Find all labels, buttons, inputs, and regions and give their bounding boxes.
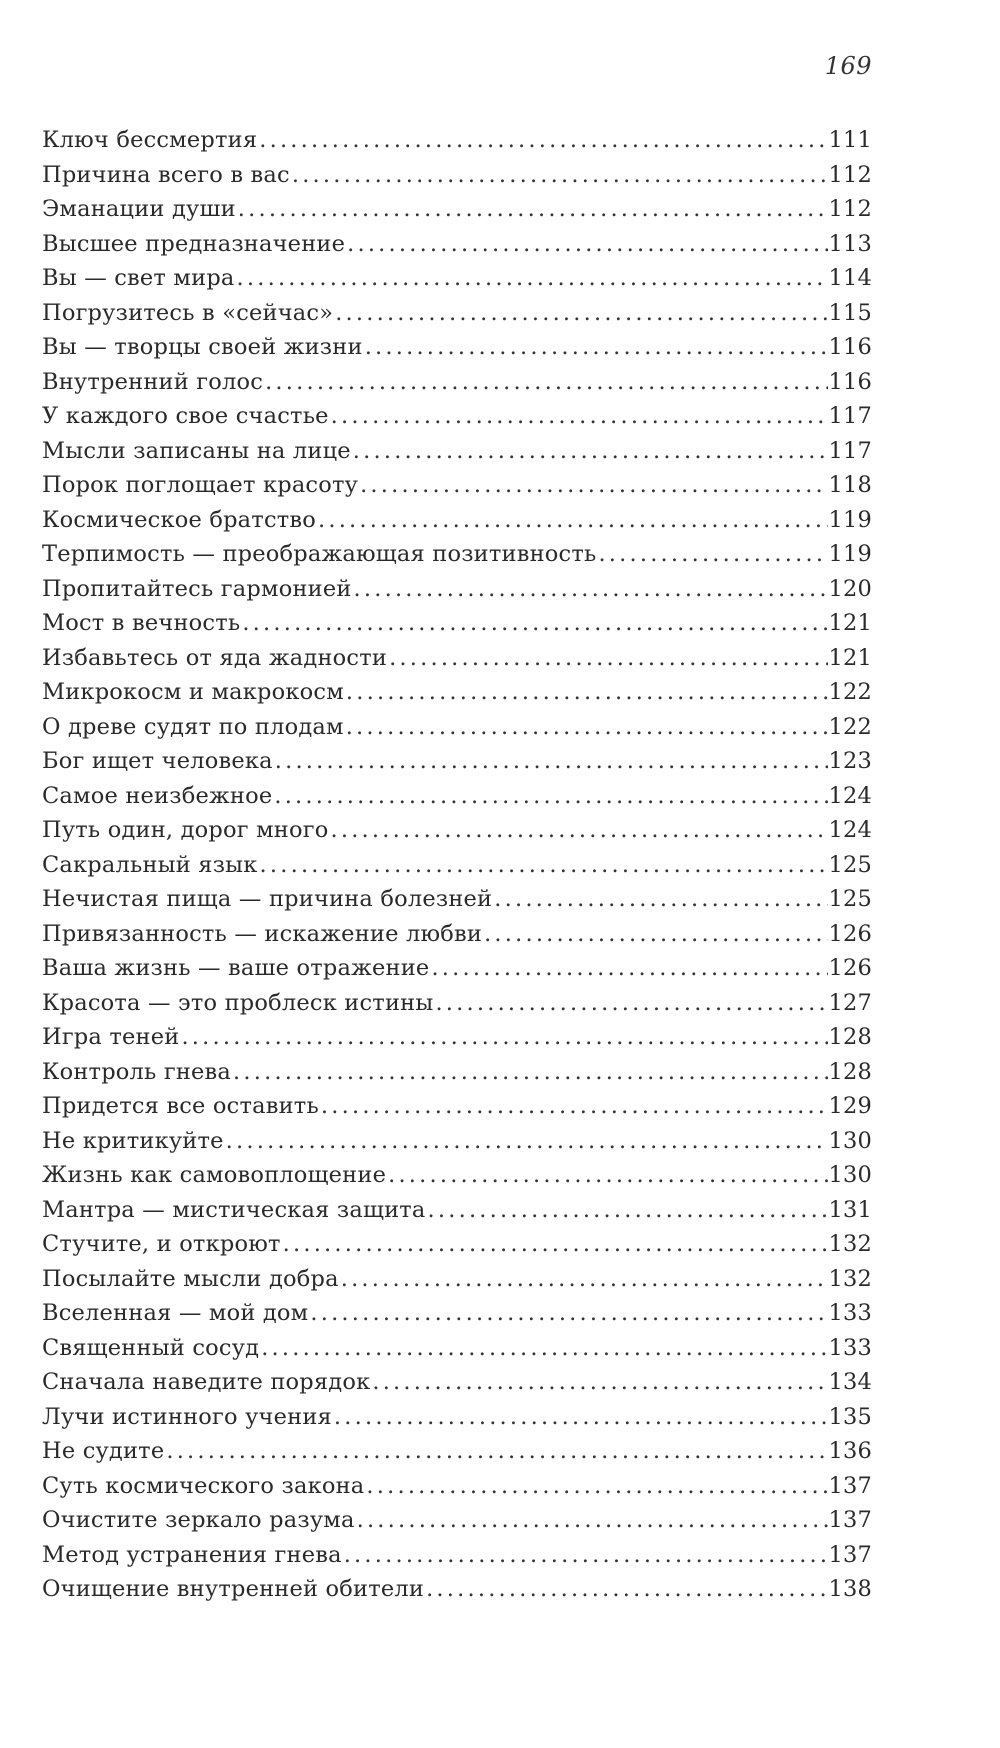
toc-entry-title: Порок поглощает красоту (42, 472, 359, 498)
toc-dot-leader (429, 951, 828, 986)
toc-entry-page: 127 (828, 989, 872, 1016)
toc-entry-page: 122 (828, 679, 872, 705)
toc-entry (42, 1469, 872, 1504)
table-of-contents (42, 123, 872, 1607)
toc-entry (42, 986, 872, 1021)
toc-entry-page: 135 (828, 1403, 872, 1430)
toc-entry-page: 118 (828, 472, 872, 498)
toc-dot-leader (224, 1124, 829, 1159)
toc-entry (42, 227, 872, 262)
toc-entry-title: Не критикуйте (42, 1127, 224, 1154)
toc-entry-title: Привязанность — искажение любви (42, 920, 483, 947)
toc-dot-leader (596, 537, 828, 572)
toc-dot-leader (240, 606, 828, 641)
toc-entry (42, 1262, 872, 1297)
toc-entry-page: 113 (828, 230, 872, 257)
toc-entry-title: Игра теней (42, 1024, 180, 1050)
toc-entry (42, 192, 872, 227)
toc-entry (42, 1055, 872, 1090)
toc-entry-page: 132 (828, 1231, 872, 1257)
toc-entry (42, 1400, 872, 1435)
toc-entry-title: Вы — творцы своей жизни (42, 334, 363, 360)
toc-entry (42, 123, 872, 158)
toc-entry-title: Космическое братство (42, 506, 316, 533)
toc-dot-leader (328, 813, 828, 848)
toc-entry-page: 121 (828, 644, 872, 671)
toc-entry-title: Микрокосм и макрокосм (42, 679, 344, 705)
toc-entry-title: Мантра — мистическая защита (42, 1196, 426, 1223)
toc-entry-page: 137 (828, 1541, 872, 1568)
toc-dot-leader (333, 296, 828, 331)
toc-entry-page: 137 (828, 1472, 872, 1499)
toc-entry-title: Ваша жизнь — ваше отражение (42, 955, 430, 981)
toc-entry (42, 330, 872, 365)
toc-dot-leader (342, 1538, 829, 1573)
toc-entry-page: 128 (828, 1024, 872, 1050)
toc-entry-page: 129 (828, 1093, 872, 1119)
toc-dot-leader (329, 399, 829, 434)
toc-entry-title: Очищение внутренней обители (42, 1576, 425, 1602)
toc-dot-leader (319, 1089, 829, 1124)
toc-entry (42, 848, 872, 883)
toc-entry-page: 117 (828, 437, 872, 464)
toc-dot-leader (263, 365, 828, 400)
toc-entry (42, 261, 872, 296)
toc-entry-title: Путь один, дорог много (42, 817, 329, 843)
toc-dot-leader (332, 1400, 829, 1435)
toc-entry-page: 136 (828, 1438, 872, 1464)
toc-entry (42, 1572, 872, 1607)
toc-entry (42, 365, 872, 400)
toc-dot-leader (308, 1296, 828, 1331)
toc-dot-leader (344, 710, 829, 745)
toc-entry-page: 115 (828, 299, 872, 326)
toc-entry-title: Погрузитесь в «сейчас» (42, 299, 334, 326)
toc-entry-page: 111 (828, 127, 872, 153)
toc-entry (42, 503, 872, 538)
toc-entry-page: 128 (828, 1058, 872, 1085)
toc-entry (42, 468, 872, 503)
toc-entry (42, 1089, 872, 1124)
toc-entry-page: 122 (828, 713, 872, 740)
toc-dot-leader (433, 986, 828, 1021)
toc-entry-title: Нечистая пища — причина болезней (42, 886, 493, 912)
toc-entry-title: Вселенная — мой дом (42, 1300, 309, 1326)
toc-dot-leader (482, 917, 828, 952)
toc-entry-title: Бог ищет человека (42, 748, 273, 774)
toc-entry (42, 1124, 872, 1159)
toc-entry (42, 1538, 872, 1573)
toc-entry-page: 126 (828, 920, 872, 947)
page-number: 169 (824, 52, 872, 80)
toc-entry-title: Лучи истинного учения (42, 1403, 332, 1430)
toc-entry (42, 882, 872, 917)
toc-entry (42, 537, 872, 572)
toc-entry-title: Внутренний голос (42, 368, 264, 395)
toc-entry (42, 675, 872, 710)
toc-entry-title: Очистите зеркало разума (42, 1507, 355, 1533)
toc-entry (42, 399, 872, 434)
toc-entry-page: 117 (828, 403, 872, 429)
toc-entry-title: Метод устранения гнева (42, 1541, 342, 1568)
toc-entry-title: Терпимость — преображающая позитивность (42, 541, 597, 567)
toc-entry (42, 641, 872, 676)
toc-dot-leader (236, 192, 829, 227)
toc-entry (42, 1193, 872, 1228)
toc-entry-page: 132 (828, 1265, 872, 1292)
toc-dot-leader (387, 641, 828, 676)
toc-entry-page: 124 (828, 782, 872, 809)
toc-entry-title: Придется все оставить (42, 1093, 319, 1119)
toc-dot-leader (363, 330, 829, 365)
toc-entry-page: 120 (828, 575, 872, 602)
toc-entry-title: Избавьтесь от яда жадности (42, 644, 388, 671)
toc-entry (42, 572, 872, 607)
toc-dot-leader (179, 1020, 828, 1055)
toc-entry-title: Вы — свет мира (42, 265, 235, 291)
toc-entry-page: 133 (828, 1300, 872, 1326)
toc-entry (42, 1503, 872, 1538)
toc-dot-leader (164, 1434, 828, 1469)
toc-entry-title: Суть космического закона (42, 1472, 365, 1499)
toc-entry (42, 1020, 872, 1055)
toc-entry-title: Эманации души (42, 196, 236, 222)
toc-entry-title: Жизнь как самовоплощение (42, 1162, 387, 1188)
toc-entry-page: 137 (828, 1507, 872, 1533)
toc-entry-page: 123 (828, 748, 872, 774)
toc-entry-page: 138 (828, 1576, 872, 1602)
toc-entry-title: Стучите, и откроют (42, 1231, 281, 1257)
toc-dot-leader (345, 227, 828, 262)
toc-dot-leader (386, 1158, 828, 1193)
toc-dot-leader (257, 123, 828, 158)
toc-dot-leader (339, 1262, 829, 1297)
toc-dot-leader (281, 1227, 829, 1262)
toc-dot-leader (258, 848, 829, 883)
toc-entry-title: Мост в вечность (42, 610, 241, 636)
toc-entry-page: 116 (828, 334, 872, 360)
toc-dot-leader (316, 503, 828, 538)
toc-entry (42, 296, 872, 331)
toc-dot-leader (290, 158, 829, 193)
toc-dot-leader (364, 1469, 828, 1504)
toc-dot-leader (235, 261, 829, 296)
toc-dot-leader (231, 1055, 828, 1090)
toc-entry-title: Причина всего в вас (42, 161, 290, 188)
toc-entry-page: 119 (828, 541, 872, 567)
toc-dot-leader (426, 1193, 829, 1228)
toc-entry-title: У каждого свое счастье (42, 403, 329, 429)
toc-entry-title: О древе судят по плодам (42, 713, 344, 740)
toc-entry-page: 114 (828, 265, 872, 291)
toc-dot-leader (272, 779, 828, 814)
toc-entry (42, 813, 872, 848)
toc-entry (42, 951, 872, 986)
toc-entry-title: Красота — это проблеск истины (42, 989, 434, 1016)
toc-entry (42, 434, 872, 469)
toc-entry-title: Посылайте мысли добра (42, 1265, 339, 1292)
toc-entry-page: 119 (828, 506, 872, 533)
toc-entry-page: 121 (828, 610, 872, 636)
toc-entry-title: Сакральный язык (42, 851, 258, 878)
toc-dot-leader (358, 468, 828, 503)
toc-entry-title: Мысли записаны на лице (42, 437, 351, 464)
toc-entry (42, 1227, 872, 1262)
toc-entry-page: 112 (828, 161, 872, 188)
toc-entry-title: Ключ бессмертия (42, 127, 258, 153)
toc-dot-leader (259, 1331, 828, 1366)
toc-entry (42, 1158, 872, 1193)
toc-entry-page: 125 (828, 886, 872, 912)
toc-dot-leader (424, 1572, 828, 1607)
toc-entry-page: 134 (828, 1369, 872, 1395)
toc-dot-leader (351, 434, 829, 469)
toc-entry-page: 130 (828, 1162, 872, 1188)
toc-entry-page: 125 (828, 851, 872, 878)
toc-dot-leader (370, 1365, 828, 1400)
toc-entry-page: 124 (828, 817, 872, 843)
toc-entry (42, 158, 872, 193)
toc-dot-leader (492, 882, 828, 917)
toc-entry (42, 917, 872, 952)
toc-entry (42, 1296, 872, 1331)
toc-entry (42, 710, 872, 745)
toc-dot-leader (352, 572, 829, 607)
toc-entry (42, 779, 872, 814)
toc-entry-page: 112 (828, 196, 872, 222)
toc-entry (42, 744, 872, 779)
toc-entry-title: Священный сосуд (42, 1334, 260, 1361)
toc-entry-page: 130 (828, 1127, 872, 1154)
toc-dot-leader (355, 1503, 829, 1538)
toc-dot-leader (344, 675, 829, 710)
toc-entry-title: Не судите (42, 1438, 165, 1464)
toc-entry-page: 116 (828, 368, 872, 395)
toc-entry-page: 131 (828, 1196, 872, 1223)
toc-entry-title: Контроль гнева (42, 1058, 232, 1085)
toc-entry-title: Сначала наведите порядок (42, 1369, 371, 1395)
toc-entry-page: 126 (828, 955, 872, 981)
toc-entry (42, 1331, 872, 1366)
toc-entry (42, 606, 872, 641)
toc-entry (42, 1434, 872, 1469)
toc-entry-page: 133 (828, 1334, 872, 1361)
toc-entry-title: Высшее предназначение (42, 230, 346, 257)
toc-entry-title: Пропитайтесь гармонией (42, 575, 352, 602)
toc-dot-leader (273, 744, 829, 779)
toc-entry (42, 1365, 872, 1400)
toc-entry-title: Самое неизбежное (42, 782, 273, 809)
